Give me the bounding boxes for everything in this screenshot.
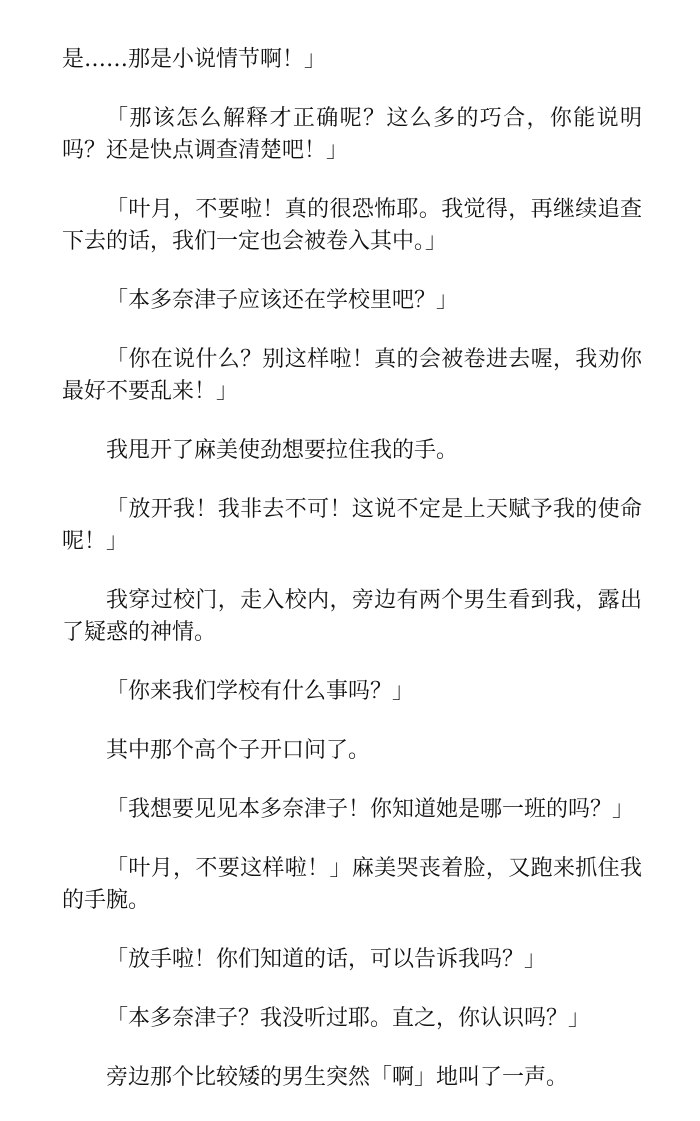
paragraph-10: 其中那个高个子开口问了。 [106,738,371,763]
paragraph-12: 「叶月，不要这样啦！」麻美哭丧着脸，又跑来抓住我的手腕。 [62,856,642,913]
paragraph-3: 「叶月，不要啦！真的很恐怖耶。我觉得，再继续追查下去的话，我们一定也会被卷入其中。」 [62,197,642,254]
paragraph-4: 「本多奈津子应该还在学校里吧？」 [106,288,459,313]
document-page [62,44,642,1121]
paragraph-13: 「放手啦！你们知道的话，可以告诉我吗？」 [106,947,547,972]
paragraph-7: 「放开我！我非去不可！这说不定是上天赋予我的使命呢！」 [62,497,642,554]
paragraph-9: 「你来我们学校有什么事吗？」 [106,679,415,704]
paragraph-6: 我甩开了麻美使劲想要拉住我的手。 [106,438,459,463]
paragraph-2: 「那该怎么解释才正确呢？这么多的巧合，你能说明吗？还是快点调查清楚吧！」 [62,106,642,163]
paragraph-15: 旁边那个比较矮的男生突然「啊」地叫了一声。 [106,1065,569,1090]
paragraph-14: 「本多奈津子？我没听过耶。直之，你认识吗？」 [106,1006,591,1031]
paragraph-8: 我穿过校门，走入校内，旁边有两个男生看到我，露出了疑惑的神情。 [62,588,642,645]
paragraph-11: 「我想要见见本多奈津子！你知道她是哪一班的吗？」 [106,797,635,822]
paragraph-5: 「你在说什么？别这样啦！真的会被卷进去喔，我劝你最好不要乱来！」 [62,347,642,404]
paragraph-1: 是……那是小说情节啊！」 [62,47,327,72]
